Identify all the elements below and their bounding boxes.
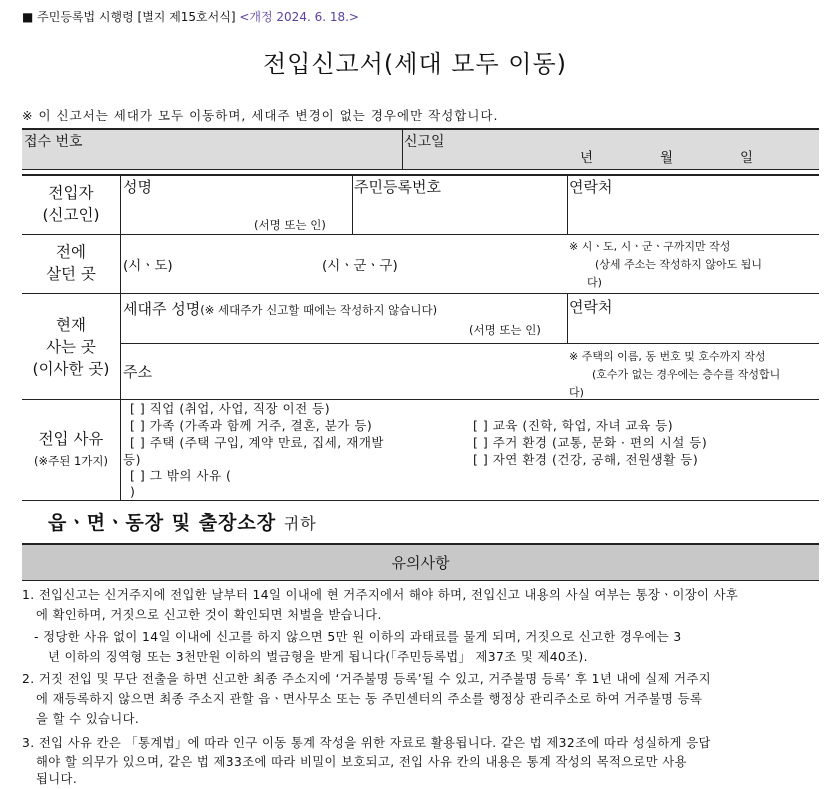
reason-option-living-environment[interactable]: [ ] 주거 환경 (교통, 문화 · 편의 시설 등) — [473, 435, 708, 450]
caution-2-line3: 을 할 수 있습니다. — [36, 712, 140, 726]
addressee-main: 읍ㆍ면ㆍ동장 및 출장소장 — [48, 512, 277, 534]
reason-option-housing[interactable]: [ ] 주택 (주택 구입, 계약 만료, 집세, 재개발 — [130, 435, 384, 450]
previous-sido-field[interactable]: (시ㆍ도) — [123, 258, 173, 274]
form-ref-text: ■ 주민등록법 시행령 [별지 제15호서식] — [22, 10, 236, 24]
household-head-label: 세대주 성명 — [123, 300, 201, 318]
form-reference — [22, 8, 359, 25]
current-label-main: 현재 — [56, 316, 86, 334]
receipt-number-label: 접수 번호 — [24, 134, 83, 150]
cautions-title: 유의사항 — [391, 554, 450, 572]
previous-sigungu-field[interactable]: (시ㆍ군ㆍ구) — [322, 258, 398, 274]
current-contact-field[interactable]: 연락처 — [569, 298, 613, 316]
reason-option-family[interactable]: [ ] 가족 (가족과 함께 거주, 결혼, 분가 등) — [130, 418, 373, 433]
reporter-name-field[interactable]: 성명 — [123, 178, 152, 196]
household-head-field[interactable] — [123, 298, 437, 319]
previous-note-line2: (상세 주소는 작성하지 않아도 됩니 — [595, 258, 763, 271]
form-notice: ※ 이 신고서는 세대가 모두 이동하며, 세대주 변경이 없는 경우에만 작성합니다. — [22, 108, 499, 123]
reporter-label-main: 전입자 — [48, 184, 94, 202]
caution-1-sub-line1: - 정당한 사유 없이 14일 이내에 신고를 하지 않으면 5만 원 이하의 과태료를 물게 되며, 거짓으로 신고한 경우에는 3 — [34, 630, 682, 644]
caution-3-line2: 해야 할 의무가 있으며, 같은 법 제33조에 따라 비밀이 보호되고, 전입 사유 칸의 내용은 통계 작성의 목적으로만 사용 — [36, 755, 687, 769]
move-reason-label — [22, 428, 120, 472]
caution-1-line1: 1. 전입신고는 신거주지에 전입한 날부터 14일 이내에 현 거주지에서 해야 하며, 전입신고 내용의 사실 여부는 통장ㆍ이장이 사후 — [22, 588, 739, 602]
previous-residence-label — [22, 241, 120, 285]
reason-option-job[interactable]: [ ] 직업 (취업, 사업, 직장 이전 등) — [130, 401, 331, 416]
reporter-contact-field[interactable]: 연락처 — [569, 178, 613, 196]
receipt-day: 일 — [740, 150, 754, 166]
reason-option-natural-environment[interactable]: [ ] 자연 환경 (건강, 공해, 전원생활 등) — [473, 452, 699, 467]
address-note-line3: 다) — [569, 386, 584, 399]
caution-1-line2: 에 확인하며, 거짓으로 신고한 것이 확인되면 처벌을 받습니다. — [36, 608, 382, 622]
reason-option-housing-cont: 등) — [123, 452, 141, 467]
receipt-month: 월 — [660, 150, 674, 166]
receipt-date-label: 신고일 — [404, 134, 445, 150]
current-address-field[interactable]: 주소 — [123, 363, 152, 381]
amendment-date: <개정 2024. 6. 18.> — [239, 10, 359, 24]
move-reason-label-main: 전입 사유 — [38, 430, 104, 448]
reporter-resident-number-field[interactable]: 주민등록번호 — [354, 178, 441, 196]
form-title: 전입신고서(세대 모두 이동) — [262, 50, 567, 78]
address-note-line2: (호수가 없는 경우에는 층수를 작성합니 — [592, 368, 781, 381]
caution-3-line3: 됩니다. — [36, 772, 78, 786]
caution-2-line2: 에 재등록하지 않으면 최종 주소지 관할 읍ㆍ면사무소 또는 동 주민센터의 주소를 행정상 관리주소로 하여 거주불명 등록 — [36, 692, 703, 706]
previous-label-sub: 살던 곳 — [46, 265, 96, 283]
household-head-note: (※ 세대주가 신고할 때에는 작성하지 않습니다) — [200, 303, 438, 317]
reason-option-education[interactable]: [ ] 교육 (진학, 학업, 자녀 교육 등) — [473, 418, 674, 433]
cautions-header — [22, 543, 819, 581]
receipt-year: 년 — [580, 150, 594, 166]
caution-2-line1: 2. 거짓 전입 및 무단 전출을 하면 신고한 최종 주소지에 ‘거주불명 등록’될 수 있고, 거주불명 등록’ 후 1년 내에 실제 거주지 — [22, 672, 711, 686]
caution-3-line1: 3. 전입 사유 칸은 「통계법」에 따라 인구 이동 통계 작성을 위한 자료로 활용됩니다. 같은 법 제32조에 따라 성실하게 응답 — [22, 736, 711, 750]
move-reason-sublabel: (※주된 1가지) — [33, 454, 109, 468]
current-residence-label — [22, 314, 120, 380]
reason-option-other-close: ) — [130, 484, 136, 499]
caution-1-sub-line2: 년 이하의 징역형 또는 3천만원 이하의 벌금형을 받게 됩니다(「주민등록법」 제37조 및 제40조). — [48, 650, 588, 664]
previous-note-line3: 다) — [587, 276, 602, 289]
addressee — [48, 508, 317, 535]
household-head-signature[interactable]: (서명 또는 인) — [469, 323, 541, 337]
current-label-paren: (이사한 곳) — [32, 360, 110, 378]
reporter-row-label — [22, 182, 120, 226]
previous-label-main: 전에 — [56, 243, 86, 261]
reason-option-other[interactable]: [ ] 그 밖의 사유 ( — [130, 468, 232, 483]
reporter-signature[interactable]: (서명 또는 인) — [254, 218, 326, 232]
previous-note-line1: ※ 시ㆍ도, 시ㆍ군ㆍ구까지만 작성 — [569, 240, 731, 253]
reporter-label-sub: (신고인) — [42, 206, 100, 224]
address-note-line1: ※ 주택의 이름, 동 번호 및 호수까지 작성 — [569, 350, 766, 363]
addressee-tail: 귀하 — [283, 514, 317, 533]
current-label-sub: 사는 곳 — [46, 338, 96, 356]
